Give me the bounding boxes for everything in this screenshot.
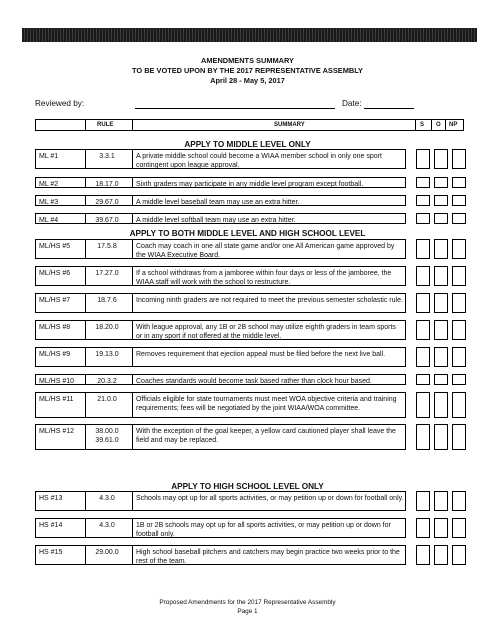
amendment-summary: Officials eligible for state tournaments must meet WOA objective criteria and training requirements; fees will be negotiated by the joint WIAA/WOA committee. xyxy=(136,396,397,412)
column-rule: RULE xyxy=(97,122,114,128)
table-row xyxy=(35,374,406,385)
amendment-id: ML #2 xyxy=(39,181,59,188)
vote-box-np[interactable] xyxy=(452,266,466,286)
vote-box-np[interactable] xyxy=(452,545,466,565)
vote-box-s[interactable] xyxy=(416,293,430,313)
cell-divider xyxy=(132,492,133,510)
rule-number: 3.3.1 xyxy=(99,153,115,160)
vote-box-s[interactable] xyxy=(416,266,430,286)
table-row xyxy=(35,213,406,224)
amendment-id: ML/HS #8 xyxy=(39,324,71,331)
column-divider xyxy=(431,120,432,130)
vote-box-s[interactable] xyxy=(416,239,430,259)
vote-box-o[interactable] xyxy=(434,374,448,385)
table-row xyxy=(35,293,406,313)
date-label: Date: xyxy=(342,99,362,108)
amendment-summary: Removes requirement that ejection appeal must be filed before the next live ball. xyxy=(136,351,386,358)
table-row xyxy=(35,392,406,418)
amendment-id: HS #13 xyxy=(39,495,63,502)
table-row xyxy=(35,518,406,538)
vote-box-np[interactable] xyxy=(452,293,466,313)
column-divider xyxy=(85,120,86,130)
rule-number: 19.13.0 xyxy=(95,351,119,358)
amendment-id: ML/HS #10 xyxy=(39,378,75,385)
vote-box-s[interactable] xyxy=(416,347,430,367)
amendment-id: ML/HS #6 xyxy=(39,270,71,277)
table-row xyxy=(35,545,406,565)
vote-box-np[interactable] xyxy=(452,392,466,418)
doc-subtitle: TO BE VOTED UPON BY THE 2017 REPRESENTATIVE ASSEMBLY xyxy=(132,66,363,75)
vote-box-o[interactable] xyxy=(434,177,448,188)
amendment-summary: Coach may coach in one all state game and/or one All American game approved by the WIAA Executive Board. xyxy=(136,243,395,259)
table-row xyxy=(35,177,406,188)
amendment-summary: 1B or 2B schools may opt up for all sports activities, or may petition up or down for football only. xyxy=(136,522,391,538)
vote-box-s[interactable] xyxy=(416,424,430,450)
section-both-levels: APPLY TO BOTH MIDDLE LEVEL AND HIGH SCHOOL LEVEL xyxy=(129,229,366,238)
rule-number: 18.20.0 xyxy=(95,324,119,331)
column-o: O xyxy=(436,122,441,128)
cell-divider xyxy=(132,240,133,258)
vote-box-o[interactable] xyxy=(434,149,448,169)
cell-divider xyxy=(132,425,133,449)
reviewed-by-label: Reviewed by: xyxy=(35,99,85,108)
section-middle-level: APPLY TO MIDDLE LEVEL ONLY xyxy=(184,140,311,149)
vote-box-o[interactable] xyxy=(434,213,448,224)
vote-box-np[interactable] xyxy=(452,374,466,385)
rule-number: 17.27.0 xyxy=(95,270,119,277)
cell-divider xyxy=(132,178,133,187)
amendment-summary: With league approval, any 1B or 2B school may utilize eighth graders in team sports or in any sport if not offered at the middle level. xyxy=(136,324,396,340)
footer-title: Proposed Amendments for the 2017 Representative Assembly xyxy=(159,599,336,606)
column-divider xyxy=(445,120,446,130)
vote-box-s[interactable] xyxy=(416,518,430,538)
table-row xyxy=(35,491,406,511)
vote-box-np[interactable] xyxy=(452,424,466,450)
vote-box-o[interactable] xyxy=(434,347,448,367)
column-header xyxy=(35,119,464,131)
vote-box-s[interactable] xyxy=(416,545,430,565)
rule-number: 18.7.6 xyxy=(97,297,117,304)
amendment-summary: If a school withdraws from a jamboree within four days or less of the jamboree, the WIAA staff will work with the school to restructure. xyxy=(136,270,392,286)
vote-box-np[interactable] xyxy=(452,518,466,538)
cell-divider xyxy=(132,196,133,205)
amendment-id: ML/HS #5 xyxy=(39,243,71,250)
amendment-summary: A middle level softball team may use an extra hitter. xyxy=(136,217,296,224)
vote-box-o[interactable] xyxy=(434,491,448,511)
rule-number: 29.00.0 xyxy=(95,549,119,556)
amendment-summary: With the exception of the goal keeper, a yellow card cautioned player shall leave the field and may be replaced. xyxy=(136,428,396,444)
footer-page: Page 1 xyxy=(237,608,258,615)
amendment-id: ML/HS #11 xyxy=(39,396,74,403)
vote-box-o[interactable] xyxy=(434,266,448,286)
table-row xyxy=(35,347,406,367)
rule-number: 38.00.0 39.61.0 xyxy=(95,428,119,444)
vote-box-np[interactable] xyxy=(452,149,466,169)
rule-number: 29.67.0 xyxy=(95,199,119,206)
vote-box-o[interactable] xyxy=(434,545,448,565)
vote-box-np[interactable] xyxy=(452,177,466,188)
table-row xyxy=(35,320,406,340)
vote-box-o[interactable] xyxy=(434,518,448,538)
cell-divider xyxy=(132,150,133,168)
amendment-summary: Schools may opt up for all sports activities, or may petition up or down for football only. xyxy=(136,495,404,502)
cell-divider xyxy=(132,294,133,312)
header-bar xyxy=(22,28,477,42)
column-summary: SUMMARY xyxy=(274,122,305,128)
table-row xyxy=(35,239,406,259)
amendment-id: ML/HS #9 xyxy=(39,351,71,358)
vote-box-s[interactable] xyxy=(416,320,430,340)
rule-number: 20.3.2 xyxy=(97,378,117,385)
vote-box-np[interactable] xyxy=(452,213,466,224)
amendment-id: ML #1 xyxy=(39,153,59,160)
column-np: NP xyxy=(449,122,458,128)
cell-divider xyxy=(132,375,133,384)
vote-box-s[interactable] xyxy=(416,374,430,385)
amendment-id: ML #3 xyxy=(39,199,59,206)
vote-box-o[interactable] xyxy=(434,293,448,313)
table-row xyxy=(35,266,406,286)
vote-box-np[interactable] xyxy=(452,239,466,259)
amendment-id: HS #15 xyxy=(39,549,63,556)
column-divider xyxy=(132,120,133,130)
vote-box-np[interactable] xyxy=(452,320,466,340)
amendment-id: ML/HS #12 xyxy=(39,428,75,435)
table-row xyxy=(35,195,406,206)
column-divider xyxy=(415,120,416,130)
amendment-summary: Sixth graders may participate in any middle level program except football. xyxy=(136,181,364,188)
cell-divider xyxy=(132,393,133,417)
amendment-summary: A middle level baseball team may use an extra hitter. xyxy=(136,199,300,206)
amendment-summary: A private middle school could become a WIAA member school in only one sport contingent upon league approval. xyxy=(136,153,382,169)
amendment-id: ML/HS #7 xyxy=(39,297,71,304)
cell-divider xyxy=(132,348,133,366)
amendment-summary: Coaches standards would become task based rather than clock hour based. xyxy=(136,378,372,385)
vote-box-s[interactable] xyxy=(416,213,430,224)
reviewed-by-line[interactable] xyxy=(135,108,335,109)
rule-number: 18.17.0 xyxy=(95,181,119,188)
date-line[interactable] xyxy=(364,108,414,109)
vote-box-o[interactable] xyxy=(434,424,448,450)
vote-box-s[interactable] xyxy=(416,149,430,169)
cell-divider xyxy=(132,321,133,339)
table-row xyxy=(35,149,406,169)
vote-box-o[interactable] xyxy=(434,392,448,418)
amendment-summary: Incoming ninth graders are not required to meet the previous semester scholastic rule. xyxy=(136,297,403,304)
vote-box-np[interactable] xyxy=(452,347,466,367)
vote-box-o[interactable] xyxy=(434,195,448,206)
amendment-summary: High school baseball pitchers and catchers may begin practice two weeks prior to the rest of the team. xyxy=(136,549,400,565)
rule-number: 21.0.0 xyxy=(97,396,117,403)
amendment-id: HS #14 xyxy=(39,522,63,529)
vote-box-np[interactable] xyxy=(452,491,466,511)
vote-box-s[interactable] xyxy=(416,195,430,206)
doc-title: AMENDMENTS SUMMARY xyxy=(201,56,294,65)
vote-box-o[interactable] xyxy=(434,320,448,340)
rule-number: 4.3.0 xyxy=(99,495,115,502)
table-row xyxy=(35,424,406,450)
rule-number: 4.3.0 xyxy=(99,522,115,529)
vote-box-s[interactable] xyxy=(416,392,430,418)
amendment-id: ML #4 xyxy=(39,217,59,224)
vote-box-o[interactable] xyxy=(434,239,448,259)
rule-number: 17.5.8 xyxy=(97,243,117,250)
vote-box-np[interactable] xyxy=(452,195,466,206)
section-high-school: APPLY TO HIGH SCHOOL LEVEL ONLY xyxy=(171,482,324,491)
cell-divider xyxy=(132,214,133,223)
rule-number: 39.67.0 xyxy=(95,217,119,224)
cell-divider xyxy=(132,519,133,537)
vote-box-s[interactable] xyxy=(416,491,430,511)
vote-box-s[interactable] xyxy=(416,177,430,188)
doc-dates: April 28 - May 5, 2017 xyxy=(210,76,285,85)
cell-divider xyxy=(132,546,133,564)
cell-divider xyxy=(132,267,133,285)
column-s: S xyxy=(420,122,425,128)
